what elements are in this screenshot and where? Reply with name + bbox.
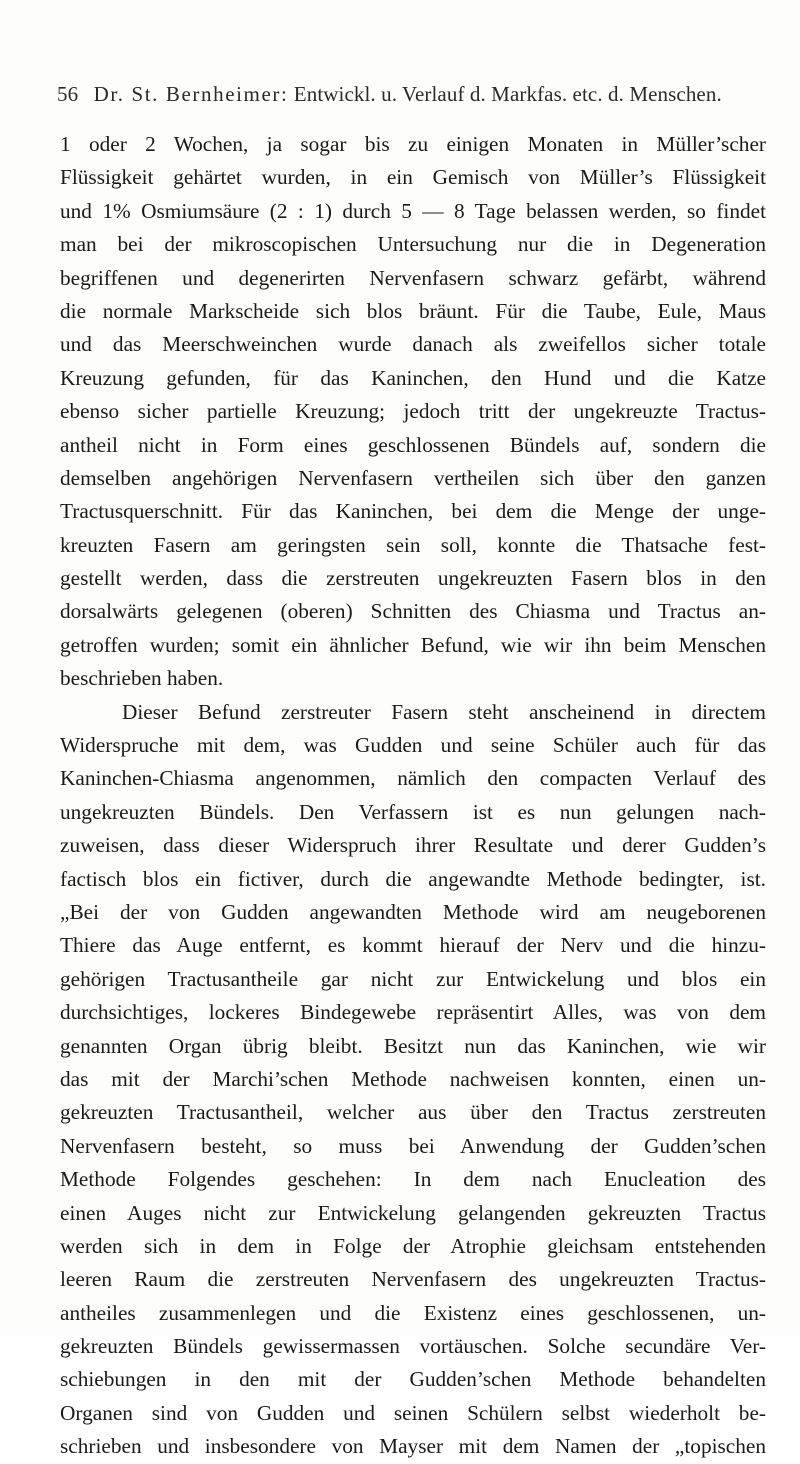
text-line: gehörigen Tractusantheile gar nicht zur Entwickelung und blos ein [60,966,766,991]
text-line: zuweisen, dass dieser Widerspruch ihrer Resultate und derer Gudden’s [60,833,766,858]
text-line: getroffen wurden; somit ein ähnlicher Befund, wie wir ihn beim Menschen [60,632,766,657]
text-line: einen Auges nicht zur Entwickelung gelangenden gekreuzten Tractus [60,1200,766,1225]
running-head [57,82,777,107]
text-line: begriffenen und degenerirten Nervenfasern schwarz gefärbt, während [60,265,766,290]
text-line: Thiere das Auge entfernt, es kommt hierauf der Nerv und die hinzu- [60,933,766,958]
paragraph-first-line: Dieser Befund zerstreuter Fasern steht anscheinend in directem [122,699,766,724]
text-line: durchsichtiges, lockeres Bindegewebe repräsentirt Alles, was von dem [60,1000,766,1025]
text-line: und das Meerschweinchen wurde danach als zweifellos sicher totale [60,332,766,357]
text-line: factisch blos ein fictiver, durch die angewandte Methode bedingter, ist. [60,866,766,891]
text-line: leeren Raum die zerstreuten Nervenfasern des ungekreuzten Tractus- [60,1267,766,1292]
text-line: 1 oder 2 Wochen, ja sogar bis zu einigen Monaten in Müller’scher [60,132,766,156]
text-line: man bei der mikroscopischen Untersuchung nur die in Degeneration [60,232,766,257]
text-line: „Bei der von Gudden angewandten Methode wird am neugeborenen [60,899,766,924]
text-line: werden sich in dem in Folge der Atrophie gleichsam entstehenden [60,1233,766,1258]
text-line: schrieben und insbesondere von Mayser mit dem Namen der „topischen [60,1434,766,1459]
text-line: demselben angehörigen Nervenfasern vertheilen sich über den ganzen [60,465,766,490]
body-text [60,128,766,1464]
text-line: Kaninchen-Chiasma angenommen, nämlich den compacten Verlauf des [60,766,766,791]
text-line: Methode Folgendes geschehen: In dem nach Enucleation des [60,1167,766,1192]
text-line: gekreuzten Bündels gewissermassen vortäuschen. Solche secundäre Ver- [60,1334,766,1359]
text-line: Flüssigkeit gehärtet wurden, in ein Gemisch von Müller’s Flüssigkeit [60,165,766,190]
text-line: die normale Markscheide sich blos bräunt. Für die Taube, Eule, Maus [60,298,766,323]
text-line: genannten Organ übrig bleibt. Besitzt nun das Kaninchen, wie wir [60,1033,766,1058]
text-line: Tractusquerschnitt. Für das Kaninchen, bei dem die Menge der unge- [60,499,766,524]
page-number: 56 [57,82,79,106]
text-line: Widerspruche mit dem, was Gudden und seine Schüler auch für das [60,733,766,758]
text-line: ebenso sicher partielle Kreuzung; jedoch tritt der ungekreuzte Tractus- [60,399,766,424]
paragraph-last-line: beschrieben haben. [60,666,224,691]
text-line: und 1% Osmiumsäure (2 : 1) durch 5 — 8 Tage belassen werden, so findet [60,198,766,223]
text-line: schiebungen in den mit der Gudden’schen Methode behandelten [60,1367,766,1392]
text-line: antheil nicht in Form eines geschlossenen Bündels auf, sondern die [60,432,766,457]
text-line: Nervenfasern besteht, so muss bei Anwendung der Gudden’schen [60,1133,766,1158]
text-line: Kreuzung gefunden, für das Kaninchen, den Hund und die Katze [60,365,766,390]
text-line: dorsalwärts gelegenen (oberen) Schnitten des Chiasma und Tractus an- [60,599,766,624]
running-head-title: Entwickl. u. Verlauf d. Markfas. etc. d. Menschen. [293,82,722,106]
running-head-author: Dr. St. Bernheimer: [93,82,289,106]
text-line: gekreuzten Tractusantheil, welcher aus über den Tractus zerstreuten [60,1100,766,1125]
text-line: gestellt werden, dass die zerstreuten ungekreuzten Fasern blos in den [60,566,766,591]
text-line: kreuzten Fasern am geringsten sein soll, konnte die Thatsache fest- [60,532,766,557]
text-line: das mit der Marchi’schen Methode nachweisen konnten, einen un- [60,1066,766,1091]
text-line: ungekreuzten Bündels. Den Verfassern ist es nun gelungen nach- [60,799,766,824]
text-line: Organen sind von Gudden und seinen Schülern selbst wiederholt be- [60,1400,766,1425]
text-line: antheiles zusammenlegen und die Existenz eines geschlossenen, un- [60,1300,766,1325]
